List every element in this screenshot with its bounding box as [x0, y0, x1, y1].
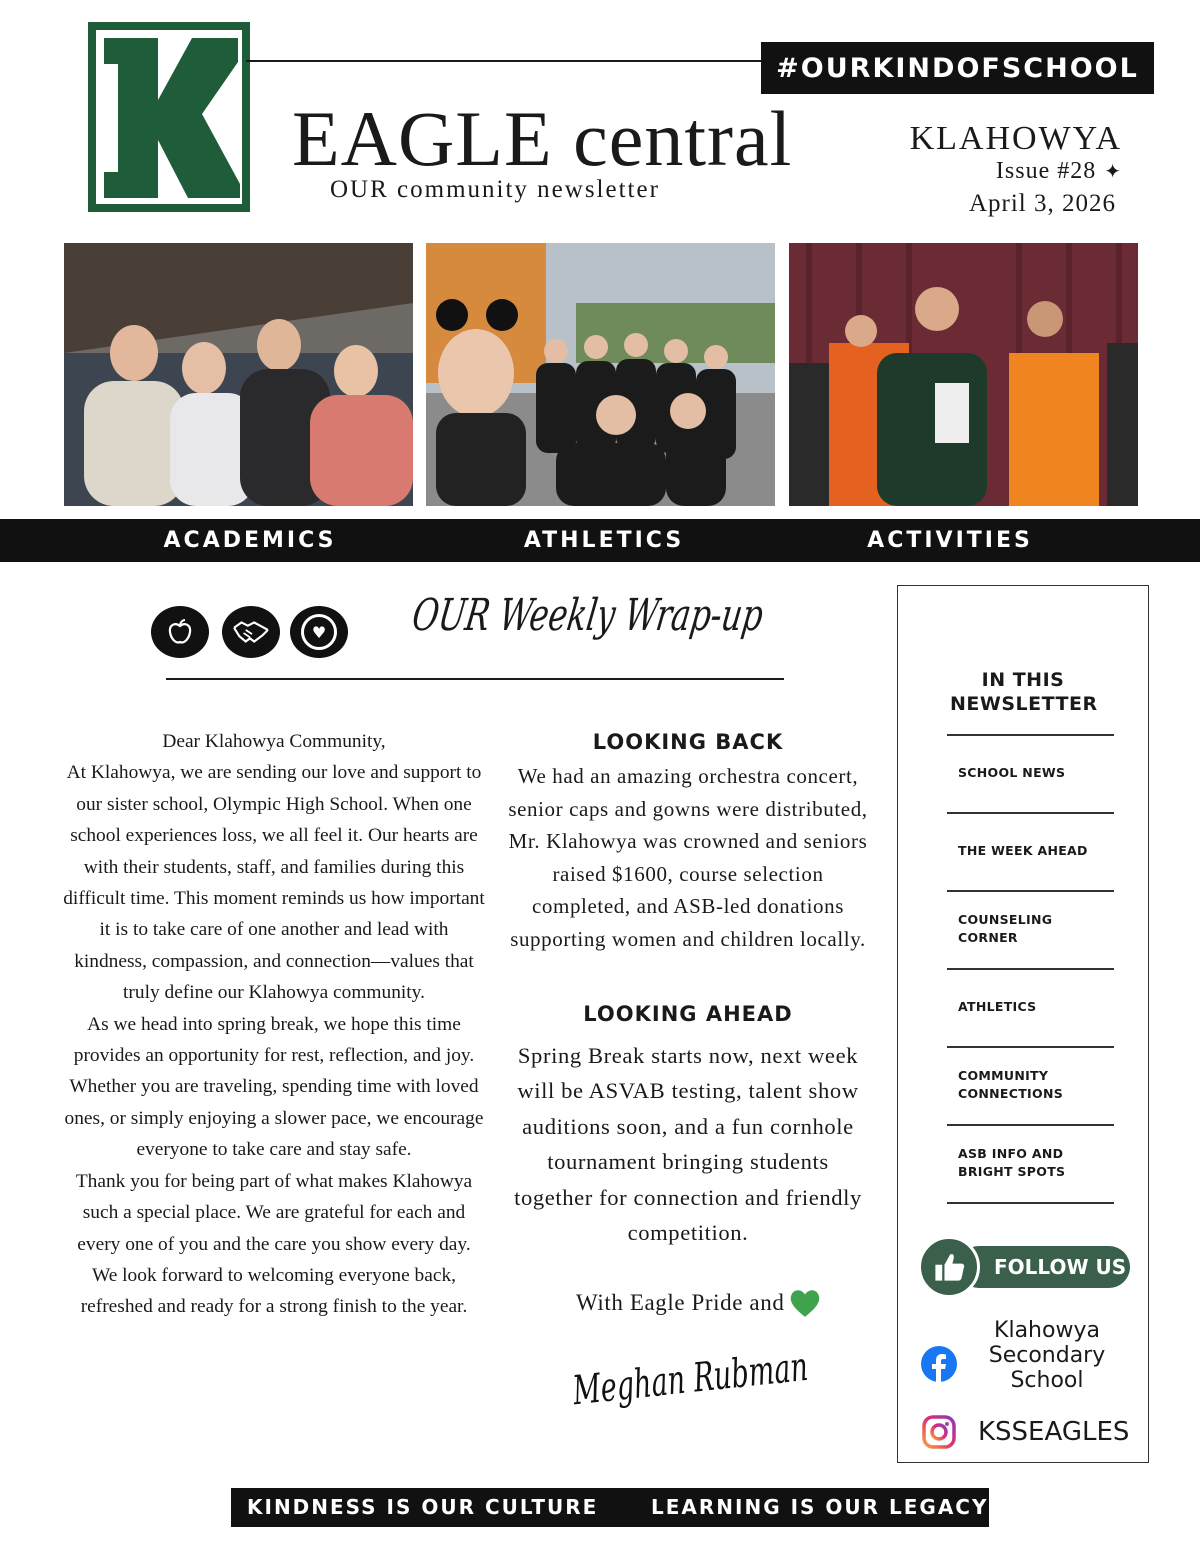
photo-athletics [426, 243, 775, 506]
contents-rule [947, 968, 1114, 970]
contents-title: IN THIS NEWSLETTER [950, 669, 1098, 715]
category-band [0, 519, 1200, 562]
issue-text: Issue #28 [995, 158, 1097, 184]
weekly-wrap-text: OUR Weekly Wrap-up [409, 590, 900, 641]
category-activities: ACTIVITIES [867, 528, 1033, 553]
signature-text: Meghan Rubman [570, 1332, 921, 1415]
category-athletics: ATHLETICS [523, 528, 685, 553]
hashtag-banner: #OURKINDOFSCHOOL [761, 42, 1154, 94]
footer-left: KINDNESS IS OUR CULTURE [247, 1495, 599, 1519]
issue-number [996, 158, 1122, 185]
follow-us-badge[interactable] [918, 1236, 1132, 1298]
closing-text: With Eagle Pride and [576, 1290, 785, 1315]
school-name: KLAHOWYA [909, 120, 1122, 157]
contents-item-school-news[interactable]: SCHOOL NEWS [958, 765, 1066, 780]
header-rule [246, 60, 762, 62]
contents-item-week-ahead[interactable]: THE WEEK AHEAD [958, 843, 1088, 858]
contents-rule [947, 734, 1114, 736]
contents-rule [947, 1124, 1114, 1126]
green-heart-icon [788, 1286, 822, 1320]
facebook-icon[interactable] [921, 1346, 957, 1382]
letter-paragraph: We look forward to welcoming everyone back, refreshed and ready for a strong finish to the year. [80, 1264, 468, 1318]
category-academics: ACADEMICS [163, 528, 337, 553]
handshake-icon [222, 606, 280, 658]
instagram-icon[interactable] [921, 1414, 957, 1450]
facebook-handle[interactable]: Klahowya Secondary School [988, 1318, 1106, 1393]
instagram-handle[interactable]: KSSEAGLES [978, 1417, 1130, 1447]
apple-icon [151, 606, 209, 658]
weekly-wrap-title [409, 578, 900, 648]
wrap-rule [166, 678, 784, 680]
footer-right: LEARNING IS OUR LEGACY [651, 1495, 989, 1519]
looking-ahead-heading: LOOKING AHEAD [583, 1002, 793, 1026]
sparkle-icon: ✦ [1104, 161, 1122, 183]
letter-paragraph: As we head into spring break, we hope this time provides an opportunity for rest, reflection, and joy. Whether you are traveling, spending time with loved ones, or simply enjoying a slower pace, we encourage everyone to take care and stay safe. [64, 1013, 484, 1161]
letter-greeting: Dear Klahowya Community, [162, 731, 386, 752]
follow-us-label: FOLLOW US [958, 1246, 1130, 1288]
looking-back-heading: LOOKING BACK [592, 730, 784, 754]
school-logo [88, 22, 250, 212]
footer-banner [231, 1488, 989, 1527]
contents-item-community[interactable]: COMMUNITY CONNECTIONS [958, 1068, 1064, 1101]
letter-paragraph: Thank you for being part of what makes Klahowya such a special place. We are grateful for each and every one of you and the care you show every day. [75, 1170, 473, 1255]
contents-item-counseling[interactable]: COUNSELING CORNER [958, 912, 1053, 945]
issue-date: April 3, 2026 [968, 190, 1116, 217]
looking-ahead-body: Spring Break starts now, next week will be ASVAB testing, talent show auditions soon, and a fun cornhole tournament bringing students together for connection and friendly competition. [514, 1043, 862, 1246]
contents-rule [947, 1202, 1114, 1204]
heart-icon: ♥ [290, 606, 348, 658]
closing-line [576, 1286, 822, 1320]
signature [566, 1330, 921, 1422]
newsletter-subtitle: OUR community newsletter [330, 176, 660, 203]
principal-letter [62, 726, 486, 1323]
contents-rule [947, 890, 1114, 892]
contents-item-athletics[interactable]: ATHLETICS [958, 999, 1037, 1014]
looking-back-body: We had an amazing orchestra concert, senior caps and gowns were distributed, Mr. Klahowya was crowned and seniors raised $1600, course selection completed, and ASB-led donations supporting women and children locally. [508, 764, 868, 951]
thumbs-up-icon [918, 1236, 980, 1298]
newsletter-title: EAGLE central [292, 95, 793, 182]
contents-rule [947, 1046, 1114, 1048]
contents-rule [947, 812, 1114, 814]
contents-item-asb[interactable]: ASB INFO AND BRIGHT SPOTS [958, 1146, 1066, 1179]
letter-paragraph: At Klahowya, we are sending our love and support to our sister school, Olympic High School. When one school experiences loss, we all feel it. Our hearts are with their students, staff, and families during this difficult time. This moment reminds us how important it is to take care of one another and lead with kindness, compassion, and connection—values that truly define our Klahowya community. [63, 762, 485, 1004]
photo-activities [789, 243, 1138, 506]
photo-academics [64, 243, 413, 506]
